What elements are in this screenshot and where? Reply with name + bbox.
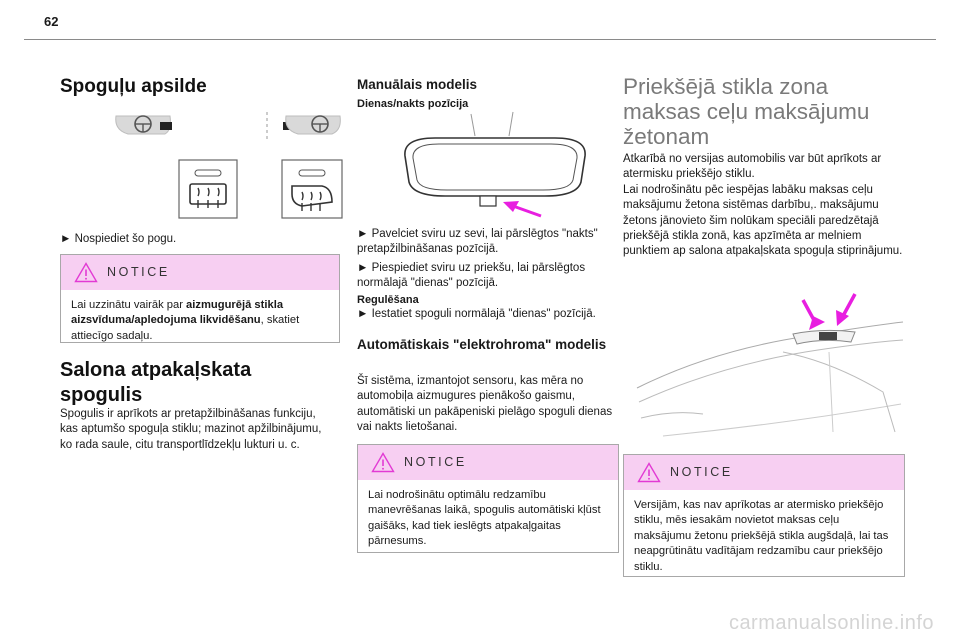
notice-label: NOTICE bbox=[404, 455, 467, 469]
page-number: 62 bbox=[44, 14, 59, 29]
section-title-manual-model: Manuālais modelis bbox=[357, 77, 478, 92]
watermark: carmanualsonline.info bbox=[728, 612, 934, 634]
mirror-heating-illustration bbox=[110, 108, 350, 233]
rearview-mirror-description: Spogulis ir aprīkots ar pretapžilbināšanas funkciju, kas aptumšo spoguļa stiklu; mazinot apžilbinājumu, ko rada saule, citu transportlīdzekļu lukturi u. c. bbox=[60, 408, 322, 451]
rear-defrost-button-icon bbox=[179, 160, 237, 218]
notice-box-defrost bbox=[60, 254, 340, 343]
notice-box-reverse bbox=[357, 444, 619, 553]
warning-triangle-icon bbox=[371, 452, 395, 473]
notice-header bbox=[624, 455, 904, 490]
toll-zone-dots bbox=[819, 332, 837, 340]
notice-body bbox=[61, 290, 339, 352]
warning-triangle-icon bbox=[637, 462, 661, 483]
electrochrome-description: Šī sistēma, izmantojot sensoru, kas mēra no automobiļa aizmugures pienākošo gaismu, automātiski un pakāpeniski pielāgo spoguli dienas vai nakts lietošanai. bbox=[357, 375, 613, 434]
right-mirror-icon bbox=[283, 116, 340, 134]
instruction-day-position: ► Piespiediet sviru uz priekšu, lai pārslēgtos normālajā "dienas" pozīcijā. bbox=[357, 262, 586, 290]
instruction-night-position: ► Pavelciet sviru uz sevi, lai pārslēgtos "nakts" pretapžilbināšanas pozīcijā. bbox=[357, 228, 598, 256]
section-title-toll-badge: Priekšējā stikla zona maksas ceļu maksājumu žetonam bbox=[623, 74, 870, 149]
notice-header bbox=[358, 445, 618, 480]
regulation-label: Regulēšana bbox=[357, 294, 419, 306]
warning-triangle-icon bbox=[74, 262, 98, 283]
notice-box-toll bbox=[623, 454, 905, 577]
toll-zone-arrow-right-icon bbox=[836, 310, 849, 326]
notice-body: Lai nodrošinātu optimālu redzamību manevrēšanas laikā, spogulis automātiski kļūst gaišāks, kad tiek ieslēgts atpakaļgaitas pārnesums. bbox=[368, 489, 601, 548]
notice-text-part: , skatiet attiecīgo sadaļu. bbox=[71, 314, 300, 342]
left-mirror-icon bbox=[116, 116, 172, 134]
instruction-regulation: ► Iestatiet spoguli normālajā "dienas" pozīcijā. bbox=[357, 308, 596, 320]
notice-label: NOTICE bbox=[670, 465, 733, 479]
notice-header bbox=[61, 255, 339, 290]
mirror-lever bbox=[480, 196, 496, 206]
notice-body: Versijām, kas nav aprīkotas ar atermisko priekšējo stiklu, mēs iesakām novietot maksas ceļu maksājumu žetonu priekšējā stikla augšdaļā, lai tas neapgrūtinātu vadītājam redzamību caur priekšējo stiklu. bbox=[634, 499, 889, 573]
manual-mirror-illustration bbox=[395, 108, 595, 220]
instruction-press-button: ► Nospiediet šo pogu. bbox=[60, 233, 177, 245]
section-title-electrochrome: Automātiskais "elektrohroma" modelis bbox=[357, 337, 607, 352]
day-night-subtitle: Dienas/nakts pozīcija bbox=[357, 98, 469, 110]
header-divider bbox=[24, 39, 936, 40]
notice-link-text: aizmugurējā stikla aizsvīduma/apledojuma likvidēšanu bbox=[71, 299, 284, 327]
notice-text-part: Lai uzzinātu vairāk par bbox=[71, 299, 187, 311]
section-title-mirror-heating: Spoguļu apsilde bbox=[60, 76, 207, 97]
section-title-rearview-mirror: Salona atpakaļskata spogulis bbox=[60, 359, 252, 406]
toll-badge-description: Atkarībā no versijas automobilis var būt aprīkots ar atermisku priekšējo stiklu. Lai nodrošinātu pēc iespējas labāku maksas ceļu maksājumu žetona sistēmas darbību,. maksājumu žetons jānovieto šim nolūkam speciāli paredzētajā priekšējā stikla zonā, kas apzīmēta ar melniem punktiem ap salona atpakaļskata spoguļa stiprinājumu. bbox=[623, 153, 903, 258]
mirror-defrost-button-icon bbox=[282, 160, 342, 218]
windshield-illustration bbox=[633, 292, 905, 442]
notice-label: NOTICE bbox=[107, 265, 170, 279]
